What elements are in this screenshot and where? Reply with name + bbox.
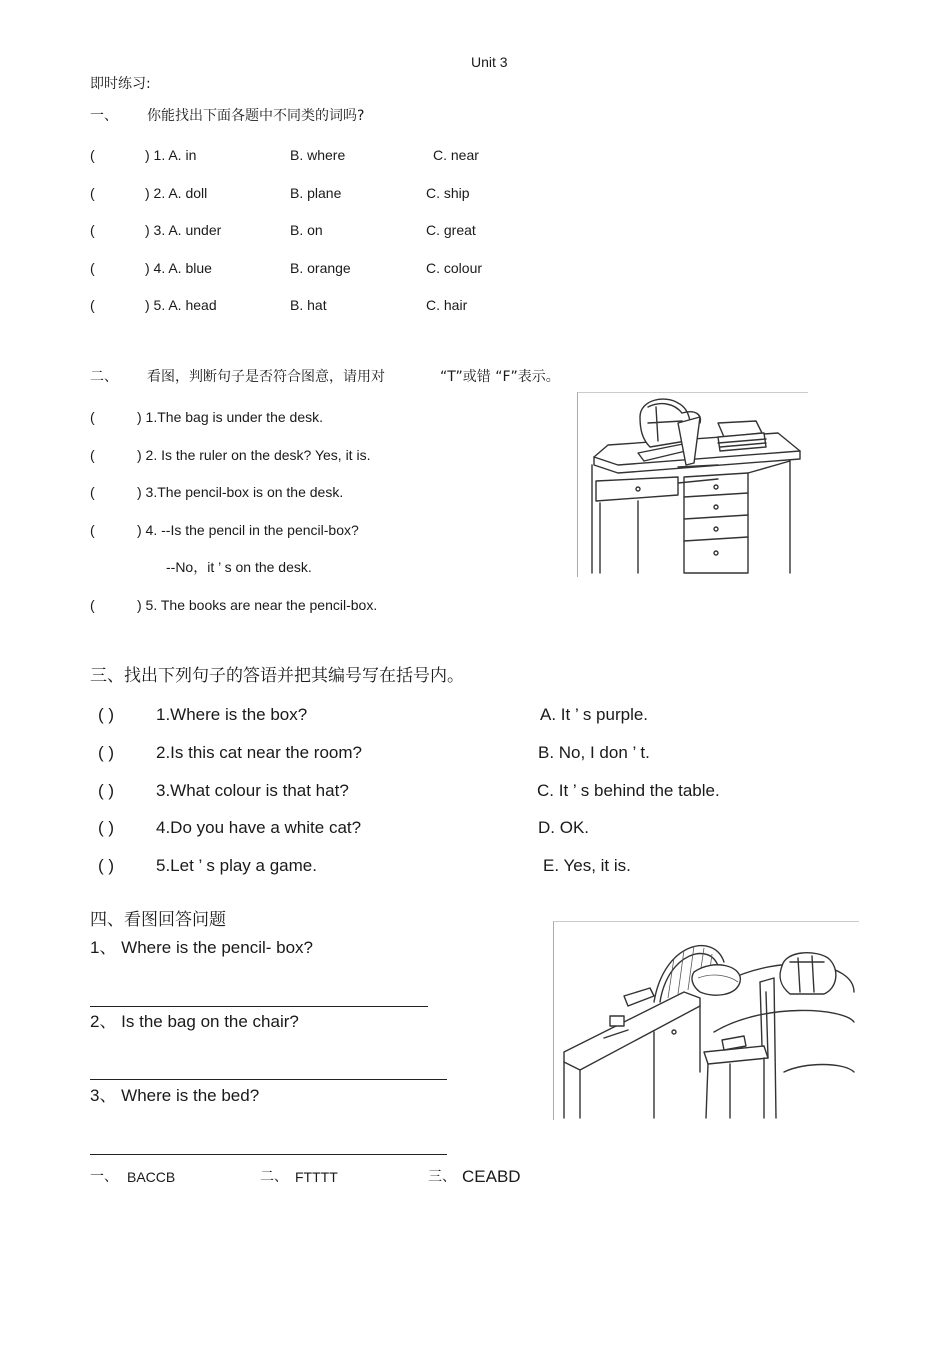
answer-paren[interactable]: ( ) <box>98 705 115 724</box>
answer-paren[interactable]: ( <box>90 222 95 238</box>
section3-heading: 三、找出下列句子的答语并把其编号写在括号内。 <box>90 666 464 686</box>
statement-text: ) 3.The pencil-box is on the desk. <box>137 484 344 500</box>
question-text: 3、 Where is the bed? <box>90 1086 260 1105</box>
answer-paren[interactable]: ( <box>90 260 95 276</box>
page-subtitle: 即时练习: <box>90 76 151 92</box>
answer-value: CEABD <box>462 1167 521 1186</box>
answer-paren[interactable]: ( <box>90 409 95 425</box>
answer-paren[interactable]: ( ) <box>98 856 115 875</box>
answer-paren[interactable]: ( <box>90 147 95 163</box>
page-title: Unit 3 <box>471 54 508 70</box>
section4-heading: 四、看图回答问题 <box>90 910 226 930</box>
option-b: B. plane <box>290 185 342 201</box>
option-b: B. on <box>290 222 323 238</box>
question-text: 2.Is this cat near the room? <box>156 743 362 762</box>
answer-option: B. No, I don ’ t. <box>538 743 650 762</box>
statement-text: ) 5. The books are near the pencil-box. <box>137 597 378 613</box>
room-illustration <box>553 921 859 1120</box>
option-c: C. great <box>426 222 476 238</box>
answer-value: BACCB <box>127 1169 176 1185</box>
section2-instruction: 看图，判断句子是否符合图意，请用对 <box>147 369 385 385</box>
question-text: 3.What colour is that hat? <box>156 781 349 800</box>
answer-paren[interactable]: ( ) <box>98 818 115 837</box>
option-b: B. orange <box>290 260 351 276</box>
statement-text: --No，it ’ s on the desk. <box>166 559 312 575</box>
answer-option: D. OK. <box>538 818 590 837</box>
answer-option: E. Yes, it is. <box>543 856 631 875</box>
answer-paren[interactable]: ( ) <box>98 781 115 800</box>
answer-paren[interactable]: ( <box>90 484 95 500</box>
question-text: 1、 Where is the pencil- box? <box>90 938 313 957</box>
statement-text: ) 4. --Is the pencil in the pencil-box? <box>137 522 359 538</box>
question-text: 4.Do you have a white cat? <box>156 818 362 837</box>
option-c: C. near <box>433 147 479 163</box>
section1-number: 一、 <box>90 108 118 124</box>
answer-line[interactable] <box>90 1079 447 1080</box>
option-c: C. hair <box>426 297 468 313</box>
option-c: C. ship <box>426 185 470 201</box>
answer-paren[interactable]: ( <box>90 522 95 538</box>
answer-option: C. It ’ s behind the table. <box>537 781 720 800</box>
question-text: ) 2. A. doll <box>145 185 208 201</box>
question-text: 5.Let ’ s play a game. <box>156 856 317 875</box>
option-b: B. where <box>290 147 346 163</box>
answer-paren[interactable]: ( <box>90 597 95 613</box>
question-text: 2、 Is the bag on the chair? <box>90 1012 299 1031</box>
option-c: C. colour <box>426 260 483 276</box>
answer-label: 一、 <box>90 1169 118 1185</box>
answer-label: 三、 <box>428 1169 456 1185</box>
answer-paren[interactable]: ( <box>90 297 95 313</box>
answer-line[interactable] <box>90 1006 428 1007</box>
desk-illustration <box>577 392 808 577</box>
question-text: ) 1. A. in <box>145 147 197 163</box>
question-text: ) 3. A. under <box>145 222 222 238</box>
question-text: ) 5. A. head <box>145 297 217 313</box>
answer-paren[interactable]: ( <box>90 185 95 201</box>
question-text: 1.Where is the box? <box>156 705 308 724</box>
option-b: B. hat <box>290 297 327 313</box>
answer-line[interactable] <box>90 1154 447 1155</box>
answer-option: A. It ’ s purple. <box>540 705 649 724</box>
statement-text: ) 1.The bag is under the desk. <box>137 409 323 425</box>
answer-paren[interactable]: ( <box>90 447 95 463</box>
section1-instruction: 你能找出下面各题中不同类的词吗? <box>147 108 365 124</box>
statement-text: ) 2. Is the ruler on the desk? Yes, it is. <box>137 447 371 463</box>
answer-label: 二、 <box>260 1169 288 1185</box>
section2-number: 二、 <box>90 369 118 385</box>
question-text: ) 4. A. blue <box>145 260 212 276</box>
answer-value: FTTTT <box>295 1169 338 1185</box>
answer-paren[interactable]: ( ) <box>98 743 115 762</box>
section2-instruction-tail: “T”或错 “F”表示。 <box>440 369 560 385</box>
